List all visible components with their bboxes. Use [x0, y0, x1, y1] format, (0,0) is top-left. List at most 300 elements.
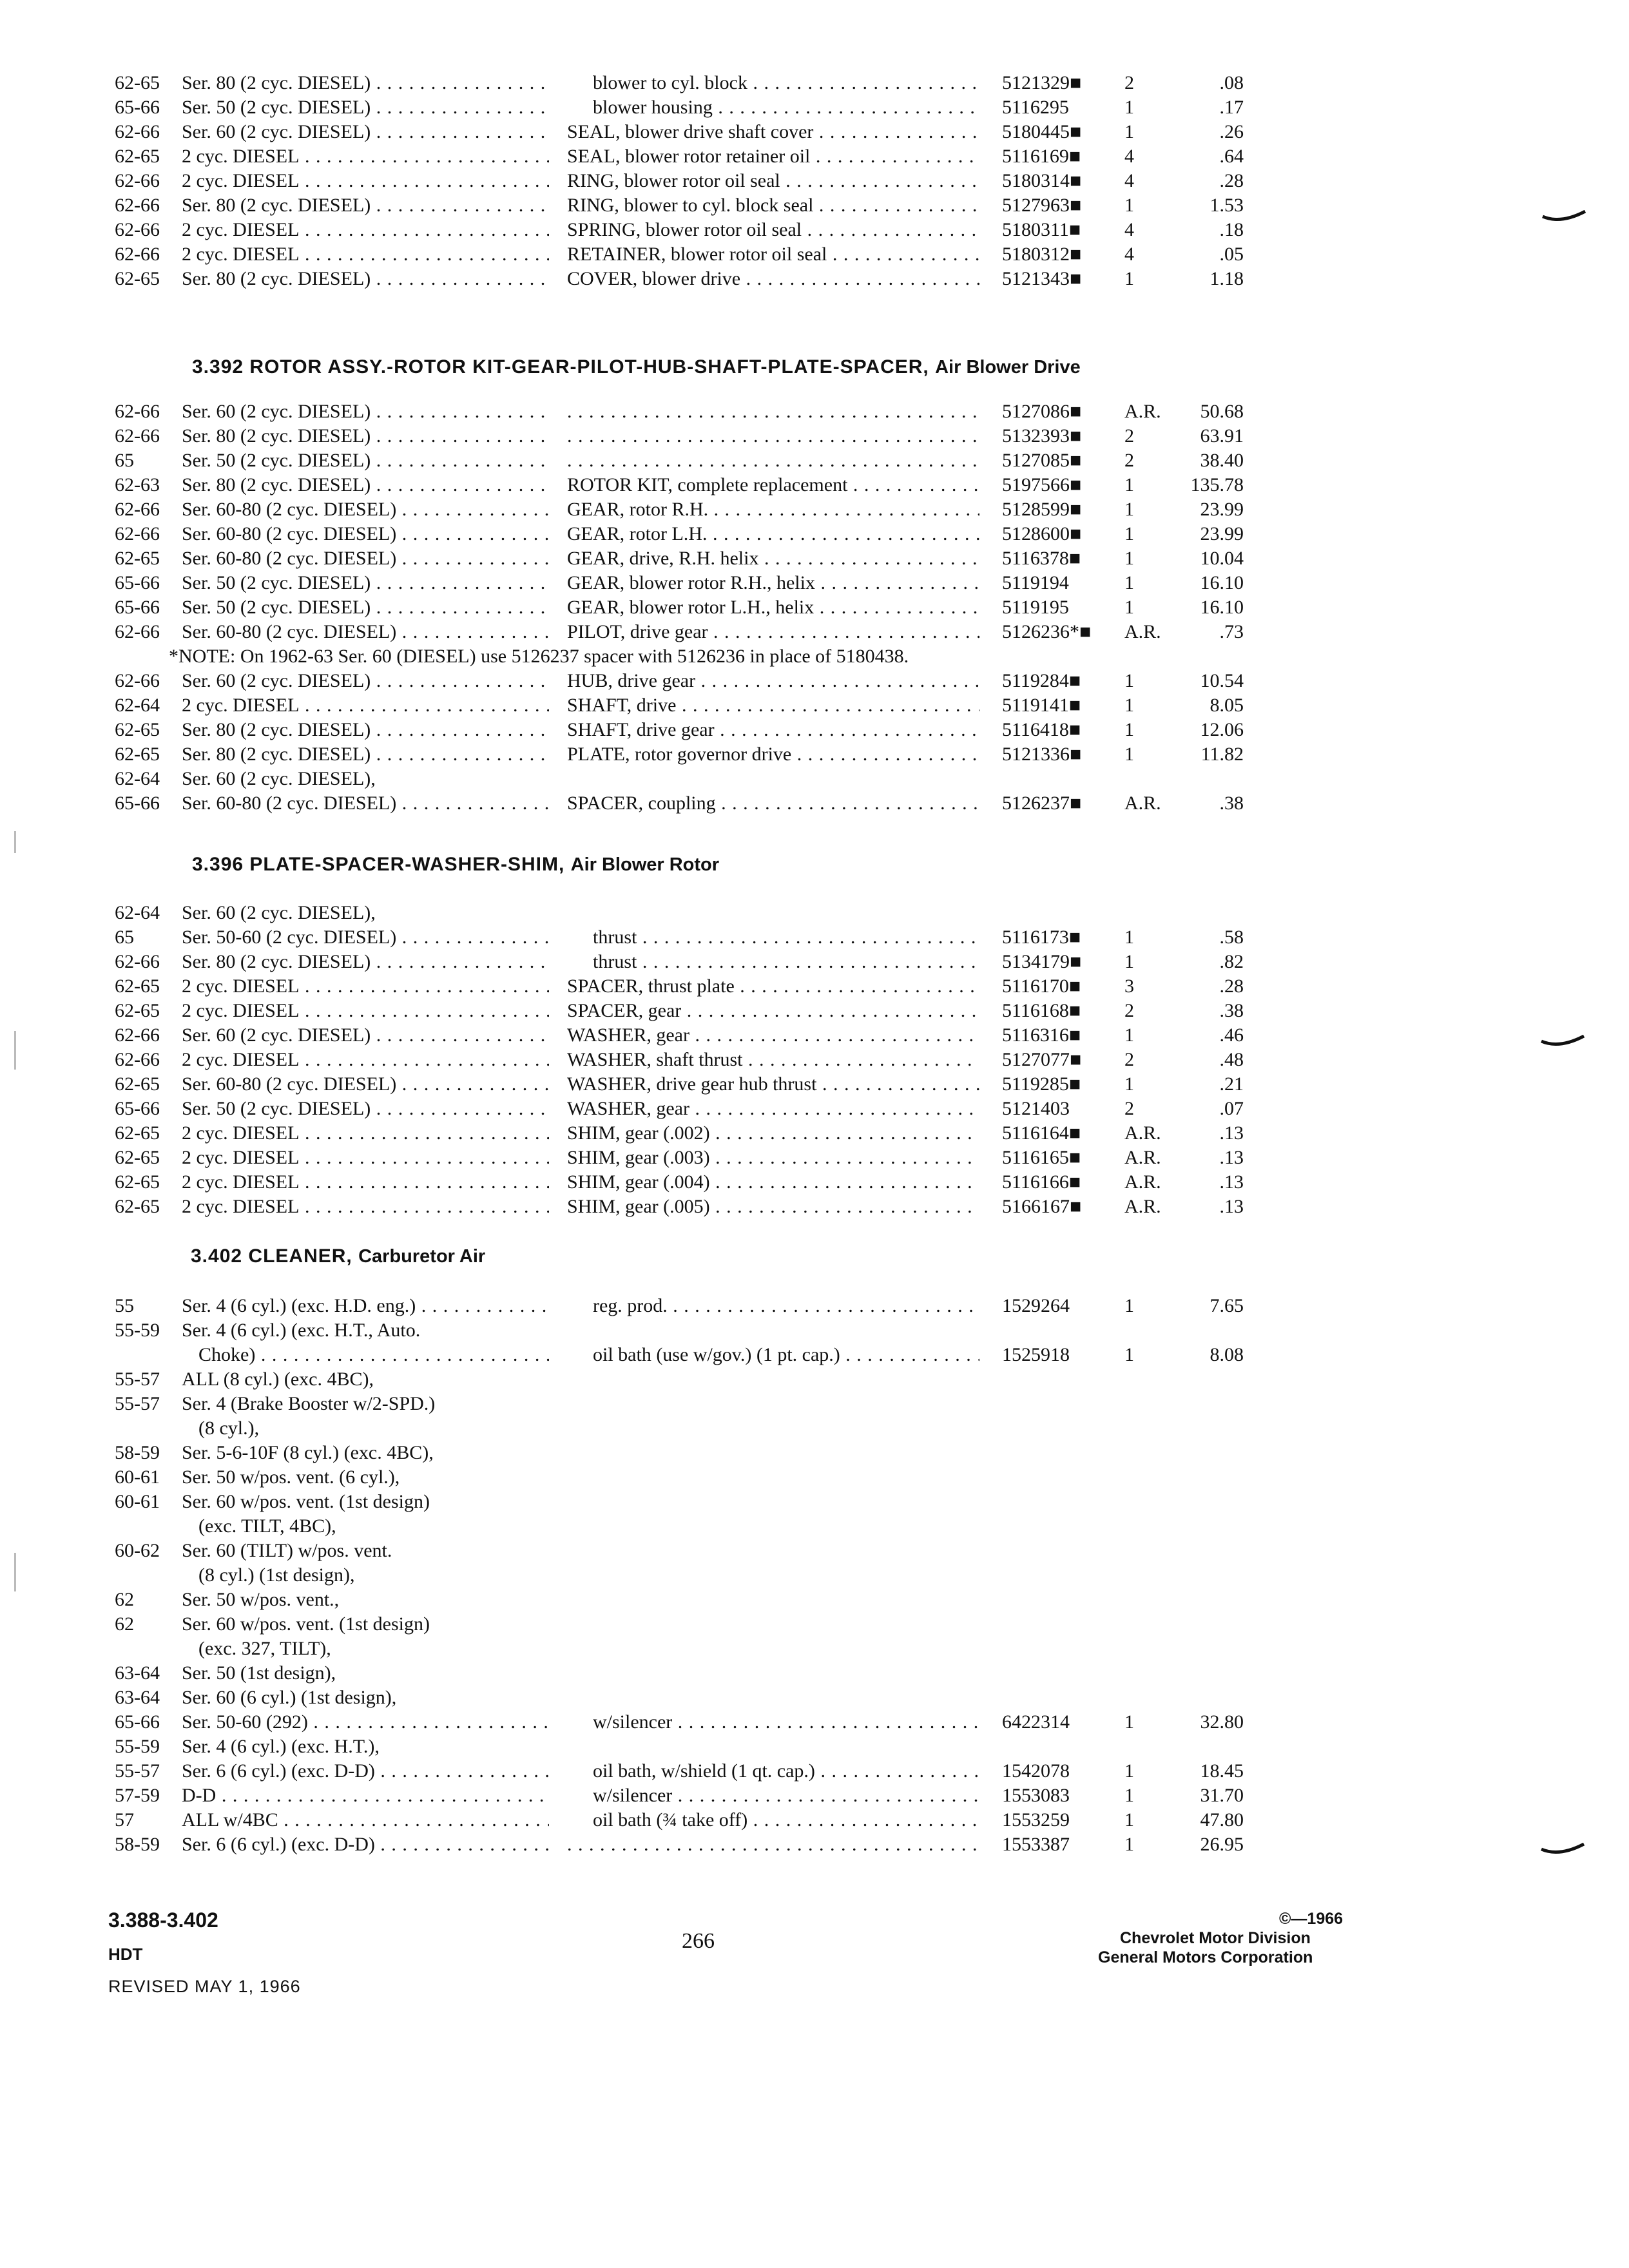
part-number: 5197566■	[1002, 474, 1082, 495]
part-number: 5119141■	[1002, 695, 1081, 716]
quantity: 1	[1124, 548, 1134, 569]
price: .26	[1219, 121, 1244, 142]
part-description	[567, 424, 979, 448]
quantity: 1	[1124, 572, 1134, 593]
quantity: 4	[1124, 146, 1134, 167]
part-row	[0, 1514, 1629, 1539]
application: 2 cyc. DIESEL . . .	[182, 1170, 549, 1195]
part-description: GEAR, blower rotor L.H., helix . . .	[567, 595, 979, 620]
part-number: 5128600■	[1002, 523, 1082, 544]
quantity: A.R.	[1124, 1122, 1161, 1144]
part-description: RING, blower to cyl. block seal . . .	[567, 193, 979, 218]
application: Ser. 60-80 (2 cyc. DIESEL) . . .	[182, 546, 549, 571]
price: .46	[1219, 1024, 1244, 1046]
part-row	[0, 1023, 1629, 1048]
price: .07	[1219, 1098, 1244, 1119]
part-number: 5121403	[1002, 1098, 1070, 1119]
part-row	[0, 1097, 1629, 1121]
quantity: A.R.	[1124, 1171, 1161, 1193]
page-number: 266	[682, 1929, 715, 1953]
application: Ser. 80 (2 cyc. DIESEL) . . .	[182, 193, 549, 218]
quantity: 4	[1124, 244, 1134, 265]
part-description: RING, blower rotor oil seal . . .	[567, 169, 979, 193]
part-row	[0, 546, 1629, 571]
price: 47.80	[1200, 1809, 1244, 1831]
price: .48	[1219, 1049, 1244, 1070]
part-row	[0, 218, 1629, 242]
quantity: 1	[1124, 927, 1134, 948]
application: Ser. 4 (6 cyl.) (exc. H.T., Auto.	[182, 1320, 421, 1341]
model-years: 55-57	[115, 1369, 160, 1390]
application: Ser. 4 (6 cyl.) (exc. H.D. eng.) . . .	[182, 1294, 549, 1318]
model-years: 62-65	[115, 719, 160, 740]
check-mark-icon	[1541, 210, 1586, 226]
part-number: 5127077■	[1002, 1049, 1082, 1070]
section-heading	[192, 353, 1081, 381]
application: Ser. 50 (2 cyc. DIESEL) . . .	[182, 1097, 549, 1121]
quantity: 2	[1124, 1000, 1134, 1021]
part-row	[0, 791, 1629, 816]
part-description: oil bath, w/shield (1 qt. cap.) . . .	[593, 1759, 979, 1783]
price: .21	[1219, 1073, 1244, 1095]
model-years: 55-57	[115, 1760, 160, 1782]
check-mark-icon	[1540, 1035, 1585, 1050]
part-description: SPACER, coupling . . .	[567, 791, 979, 816]
section-title: 3.396 PLATE-SPACER-WASHER-SHIM,	[192, 854, 565, 875]
footer-copyright: ©—1966	[1279, 1910, 1344, 1928]
quantity: 1	[1124, 951, 1134, 972]
part-row	[0, 1612, 1629, 1637]
model-years: 60-62	[115, 1540, 160, 1561]
application: Ser. 50 (2 cyc. DIESEL) . . .	[182, 95, 549, 120]
quantity: 4	[1124, 170, 1134, 191]
price: .13	[1219, 1147, 1244, 1168]
part-description: SEAL, blower rotor retainer oil . . .	[567, 144, 979, 169]
part-description: GEAR, rotor R.H. . . .	[567, 497, 979, 522]
price: 10.54	[1200, 670, 1244, 691]
part-row	[0, 497, 1629, 522]
price: .13	[1219, 1122, 1244, 1144]
part-description: reg. prod. . . .	[593, 1294, 979, 1318]
application: Ser. 80 (2 cyc. DIESEL) . . .	[182, 950, 549, 974]
application: ALL (8 cyl.) (exc. 4BC),	[182, 1369, 374, 1390]
model-years: 62-65	[115, 1147, 160, 1168]
price: 8.05	[1210, 695, 1244, 716]
part-row	[0, 1465, 1629, 1490]
quantity: A.R.	[1124, 621, 1161, 642]
part-number: 5121336■	[1002, 744, 1082, 765]
model-years: 65-66	[115, 1098, 160, 1119]
model-years: 57-59	[115, 1785, 160, 1806]
application: 2 cyc. DIESEL . . .	[182, 693, 549, 718]
part-row	[0, 1170, 1629, 1195]
quantity: 1	[1124, 1344, 1134, 1365]
price: 32.80	[1200, 1711, 1244, 1733]
part-row	[0, 242, 1629, 267]
part-description: oil bath (use w/gov.) (1 pt. cap.) . . .	[593, 1343, 979, 1367]
part-row	[0, 267, 1629, 291]
price: 16.10	[1200, 572, 1244, 593]
application-continued: (8 cyl.) (1st design),	[198, 1564, 355, 1586]
model-years: 55-59	[115, 1320, 160, 1341]
application: Ser. 60 (2 cyc. DIESEL),	[182, 902, 376, 923]
part-number: 5134179■	[1002, 951, 1082, 972]
application: Ser. 4 (Brake Booster w/2-SPD.)	[182, 1393, 436, 1414]
quantity: 1	[1124, 744, 1134, 765]
price: 1.18	[1210, 268, 1244, 289]
model-years: 62	[115, 1589, 134, 1610]
model-years: 62	[115, 1613, 134, 1635]
part-row	[0, 1195, 1629, 1219]
part-row	[0, 571, 1629, 595]
application: Ser. 60-80 (2 cyc. DIESEL) . . .	[182, 620, 549, 644]
price: 8.08	[1210, 1344, 1244, 1365]
application: Ser. 60-80 (2 cyc. DIESEL) . . .	[182, 1072, 549, 1097]
application: Ser. 50 (2 cyc. DIESEL) . . .	[182, 595, 549, 620]
part-row	[0, 448, 1629, 473]
part-number: 5116170■	[1002, 975, 1081, 997]
model-years: 57	[115, 1809, 134, 1831]
part-description: GEAR, drive, R.H. helix . . .	[567, 546, 979, 571]
part-row	[0, 999, 1629, 1023]
quantity: 1	[1124, 1785, 1134, 1806]
part-number: 5180312■	[1002, 244, 1082, 265]
section-subtitle: Air Blower Drive	[935, 357, 1081, 378]
model-years: 65	[115, 450, 134, 471]
part-description: SHIM, gear (.003) . . .	[567, 1146, 979, 1170]
part-description: SHIM, gear (.005) . . .	[567, 1195, 979, 1219]
part-description: SPRING, blower rotor oil seal . . .	[567, 218, 979, 242]
application: Ser. 50 (2 cyc. DIESEL) . . .	[182, 571, 549, 595]
quantity: 1	[1124, 597, 1134, 618]
price: .73	[1219, 621, 1244, 642]
price: .18	[1219, 219, 1244, 240]
part-number: 5180445■	[1002, 121, 1082, 142]
part-number: 5128599■	[1002, 499, 1082, 520]
part-row	[0, 974, 1629, 999]
model-years: 60-61	[115, 1491, 160, 1512]
quantity: 1	[1124, 1834, 1134, 1855]
application: Ser. 6 (6 cyl.) (exc. D-D) . . .	[182, 1759, 549, 1783]
price: 1.53	[1210, 195, 1244, 216]
application: 2 cyc. DIESEL . . .	[182, 144, 549, 169]
part-description: PLATE, rotor governor drive . . .	[567, 742, 979, 767]
part-number: 1525918	[1002, 1344, 1070, 1365]
price: .28	[1219, 975, 1244, 997]
application: Ser. 60-80 (2 cyc. DIESEL) . . .	[182, 791, 549, 816]
part-number: 5116418■	[1002, 719, 1081, 740]
model-years: 62-65	[115, 146, 160, 167]
part-row	[0, 399, 1629, 424]
model-years: 65	[115, 927, 134, 948]
application: Ser. 80 (2 cyc. DIESEL) . . .	[182, 473, 549, 497]
application-continued: Choke) . . .	[198, 1343, 549, 1367]
application: D-D . . .	[182, 1783, 549, 1808]
application: 2 cyc. DIESEL . . .	[182, 1121, 549, 1146]
part-row	[0, 95, 1629, 120]
model-years: 62-66	[115, 195, 160, 216]
part-description	[567, 1832, 979, 1857]
model-years: 62-66	[115, 523, 160, 544]
quantity: 1	[1124, 195, 1134, 216]
application: Ser. 50 w/pos. vent. (6 cyl.),	[182, 1466, 400, 1488]
section-subtitle: Air Blower Rotor	[570, 854, 720, 875]
model-years: 62-66	[115, 170, 160, 191]
model-years: 62-66	[115, 951, 160, 972]
part-row	[0, 1294, 1629, 1318]
quantity: 1	[1124, 1809, 1134, 1831]
part-description: GEAR, blower rotor R.H., helix . . .	[567, 571, 979, 595]
quantity: 1	[1124, 1073, 1134, 1095]
part-description: RETAINER, blower rotor oil seal . . .	[567, 242, 979, 267]
part-row	[0, 144, 1629, 169]
part-description: WASHER, gear . . .	[567, 1097, 979, 1121]
part-description: WASHER, gear . . .	[567, 1023, 979, 1048]
price: .58	[1219, 927, 1244, 948]
application-continued: (exc. 327, TILT),	[198, 1638, 331, 1659]
price: .08	[1219, 72, 1244, 93]
part-number: 1529264	[1002, 1295, 1070, 1316]
part-number: 5116378■	[1002, 548, 1081, 569]
part-description: blower to cyl. block . . .	[593, 71, 979, 95]
application: 2 cyc. DIESEL . . .	[182, 242, 549, 267]
application: Ser. 50-60 (292) . . .	[182, 1710, 549, 1735]
part-number: 5180314■	[1002, 170, 1082, 191]
model-years: 65-66	[115, 572, 160, 593]
application: Ser. 60 w/pos. vent. (1st design)	[182, 1491, 430, 1512]
part-description	[567, 448, 979, 473]
part-number: 5127963■	[1002, 195, 1082, 216]
quantity: 1	[1124, 97, 1134, 118]
application: Ser. 80 (2 cyc. DIESEL) . . .	[182, 718, 549, 742]
price: 135.78	[1190, 474, 1244, 495]
part-number: 5116164■	[1002, 1122, 1081, 1144]
price: .17	[1219, 97, 1244, 118]
model-years: 62-66	[115, 621, 160, 642]
part-number: 5126237■	[1002, 793, 1082, 814]
model-years: 63-64	[115, 1662, 160, 1684]
quantity: 1	[1124, 1295, 1134, 1316]
part-row	[0, 1392, 1629, 1416]
part-row	[0, 1490, 1629, 1514]
quantity: 1	[1124, 1760, 1134, 1782]
application-continued: (exc. TILT, 4BC),	[198, 1515, 336, 1537]
part-description: thrust . . .	[593, 925, 979, 950]
part-number: 5126236*■	[1002, 621, 1092, 642]
part-row	[0, 169, 1629, 193]
model-years: 62-66	[115, 1049, 160, 1070]
model-years: 62-66	[115, 499, 160, 520]
price: 18.45	[1200, 1760, 1244, 1782]
part-row	[0, 1146, 1629, 1170]
price: .82	[1219, 951, 1244, 972]
part-number: 5127085■	[1002, 450, 1082, 471]
part-number: 5119195	[1002, 597, 1069, 618]
part-row	[0, 1121, 1629, 1146]
part-row	[0, 718, 1629, 742]
price: 7.65	[1210, 1295, 1244, 1316]
quantity: 3	[1124, 975, 1134, 997]
model-years: 62-65	[115, 1073, 160, 1095]
part-row	[0, 950, 1629, 974]
price: 16.10	[1200, 597, 1244, 618]
application: Ser. 80 (2 cyc. DIESEL) . . .	[182, 71, 549, 95]
part-number: 1553259	[1002, 1809, 1070, 1831]
section-title: 3.392 ROTOR ASSY.-ROTOR KIT-GEAR-PILOT-HUB-SHAFT-PLATE-SPACER,	[192, 356, 929, 378]
quantity: 1	[1124, 1711, 1134, 1733]
part-number: 5116165■	[1002, 1147, 1081, 1168]
quantity: A.R.	[1124, 1196, 1161, 1217]
price: 10.04	[1200, 548, 1244, 569]
application: Ser. 60 w/pos. vent. (1st design)	[182, 1613, 430, 1635]
section-subtitle: Carburetor Air	[358, 1246, 486, 1267]
price: 26.95	[1200, 1834, 1244, 1855]
application: ALL w/4BC . . .	[182, 1808, 549, 1832]
application: Ser. 60 (2 cyc. DIESEL) . . .	[182, 399, 549, 424]
part-number: 5121329■	[1002, 72, 1082, 93]
part-number: 5116295	[1002, 97, 1069, 118]
check-mark-icon	[1540, 1843, 1585, 1858]
part-row	[0, 1637, 1629, 1661]
model-years: 65-66	[115, 597, 160, 618]
part-row	[0, 1759, 1629, 1783]
section-heading	[192, 850, 719, 879]
part-row	[0, 595, 1629, 620]
model-years: 65-66	[115, 793, 160, 814]
footer-code: HDT	[108, 1945, 143, 1964]
quantity: 1	[1124, 121, 1134, 142]
part-row	[0, 522, 1629, 546]
model-years: 62-65	[115, 1171, 160, 1193]
application: Ser. 60-80 (2 cyc. DIESEL) . . .	[182, 522, 549, 546]
application: 2 cyc. DIESEL . . .	[182, 218, 549, 242]
model-years: 62-66	[115, 121, 160, 142]
part-number: 5116173■	[1002, 927, 1081, 948]
part-number: 1553083	[1002, 1785, 1070, 1806]
quantity: 1	[1124, 1024, 1134, 1046]
part-row	[0, 71, 1629, 95]
model-years: 62-64	[115, 768, 160, 789]
footer-division: Chevrolet Motor Division	[1120, 1929, 1311, 1947]
footer-revised: REVISED MAY 1, 1966	[108, 1977, 301, 1996]
model-years: 65-66	[115, 97, 160, 118]
part-description: SHIM, gear (.004) . . .	[567, 1170, 979, 1195]
application: Ser. 60-80 (2 cyc. DIESEL) . . .	[182, 497, 549, 522]
part-number: 5119194	[1002, 572, 1069, 593]
application: Ser. 6 (6 cyl.) (exc. D-D) . . .	[182, 1832, 549, 1857]
part-row	[0, 1832, 1629, 1857]
part-row	[0, 1661, 1629, 1686]
application: Ser. 80 (2 cyc. DIESEL) . . .	[182, 742, 549, 767]
application: 2 cyc. DIESEL . . .	[182, 999, 549, 1023]
part-description: SEAL, blower drive shaft cover . . .	[567, 120, 979, 144]
part-row	[0, 620, 1629, 644]
price: .38	[1219, 793, 1244, 814]
model-years: 62-65	[115, 1122, 160, 1144]
part-description: oil bath (¾ take off) . . .	[593, 1808, 979, 1832]
model-years: 62-66	[115, 401, 160, 422]
model-years: 55-59	[115, 1736, 160, 1757]
part-row	[0, 120, 1629, 144]
application: Ser. 60 (2 cyc. DIESEL) . . .	[182, 1023, 549, 1048]
part-description: SHIM, gear (.002) . . .	[567, 1121, 979, 1146]
price: 63.91	[1200, 425, 1244, 447]
model-years: 55-57	[115, 1393, 160, 1414]
section-title: 3.402 CLEANER,	[191, 1245, 352, 1267]
part-row	[0, 1318, 1629, 1343]
quantity: A.R.	[1124, 793, 1161, 814]
quantity: 1	[1124, 268, 1134, 289]
part-row	[0, 1048, 1629, 1072]
quantity: 1	[1124, 670, 1134, 691]
price: 23.99	[1200, 499, 1244, 520]
part-row	[0, 1072, 1629, 1097]
application: Ser. 80 (2 cyc. DIESEL) . . .	[182, 424, 549, 448]
model-years: 62-63	[115, 474, 160, 495]
model-years: 62-66	[115, 1024, 160, 1046]
part-row	[0, 424, 1629, 448]
part-description: PILOT, drive gear . . .	[567, 620, 979, 644]
part-description: GEAR, rotor L.H. . . .	[567, 522, 979, 546]
quantity: A.R.	[1124, 401, 1161, 422]
price: .38	[1219, 1000, 1244, 1021]
quantity: 2	[1124, 450, 1134, 471]
quantity: 1	[1124, 499, 1134, 520]
note-text: *NOTE: On 1962-63 Ser. 60 (DIESEL) use 5126237 spacer with 5126236 in place of 5180438.	[169, 646, 909, 667]
scan-margin-mark	[14, 1031, 16, 1070]
price: .28	[1219, 170, 1244, 191]
model-years: 62-65	[115, 72, 160, 93]
model-years: 62-66	[115, 670, 160, 691]
application: Ser. 60 (2 cyc. DIESEL),	[182, 768, 376, 789]
price: 31.70	[1200, 1785, 1244, 1806]
application: Ser. 60 (2 cyc. DIESEL) . . .	[182, 669, 549, 693]
model-years: 62-65	[115, 975, 160, 997]
part-row	[0, 693, 1629, 718]
quantity: 2	[1124, 1049, 1134, 1070]
application: 2 cyc. DIESEL . . .	[182, 974, 549, 999]
application: Ser. 60 (TILT) w/pos. vent.	[182, 1540, 392, 1561]
application: Ser. 60 (6 cyl.) (1st design),	[182, 1687, 397, 1708]
part-row	[0, 901, 1629, 925]
application: 2 cyc. DIESEL . . .	[182, 169, 549, 193]
application-continued: (8 cyl.),	[198, 1418, 260, 1439]
part-number: 5116316■	[1002, 1024, 1081, 1046]
application: Ser. 50 (1st design),	[182, 1662, 336, 1684]
part-description: SHAFT, drive . . .	[567, 693, 979, 718]
part-number: 5166167■	[1002, 1196, 1082, 1217]
model-years: 62-64	[115, 695, 160, 716]
application: 2 cyc. DIESEL . . .	[182, 1048, 549, 1072]
scan-margin-mark	[14, 1553, 16, 1591]
price: 38.40	[1200, 450, 1244, 471]
part-number: 1553387	[1002, 1834, 1070, 1855]
part-number: 5119284■	[1002, 670, 1081, 691]
model-years: 62-65	[115, 1196, 160, 1217]
model-years: 62-66	[115, 425, 160, 447]
part-description: COVER, blower drive . . .	[567, 267, 979, 291]
part-row	[0, 1539, 1629, 1563]
quantity: 4	[1124, 219, 1134, 240]
part-row	[0, 473, 1629, 497]
part-row	[0, 742, 1629, 767]
price: .64	[1219, 146, 1244, 167]
part-number: 5180311■	[1002, 219, 1081, 240]
application: 2 cyc. DIESEL . . .	[182, 1146, 549, 1170]
price: 23.99	[1200, 523, 1244, 544]
part-description: SPACER, thrust plate . . .	[567, 974, 979, 999]
model-years: 60-61	[115, 1466, 160, 1488]
